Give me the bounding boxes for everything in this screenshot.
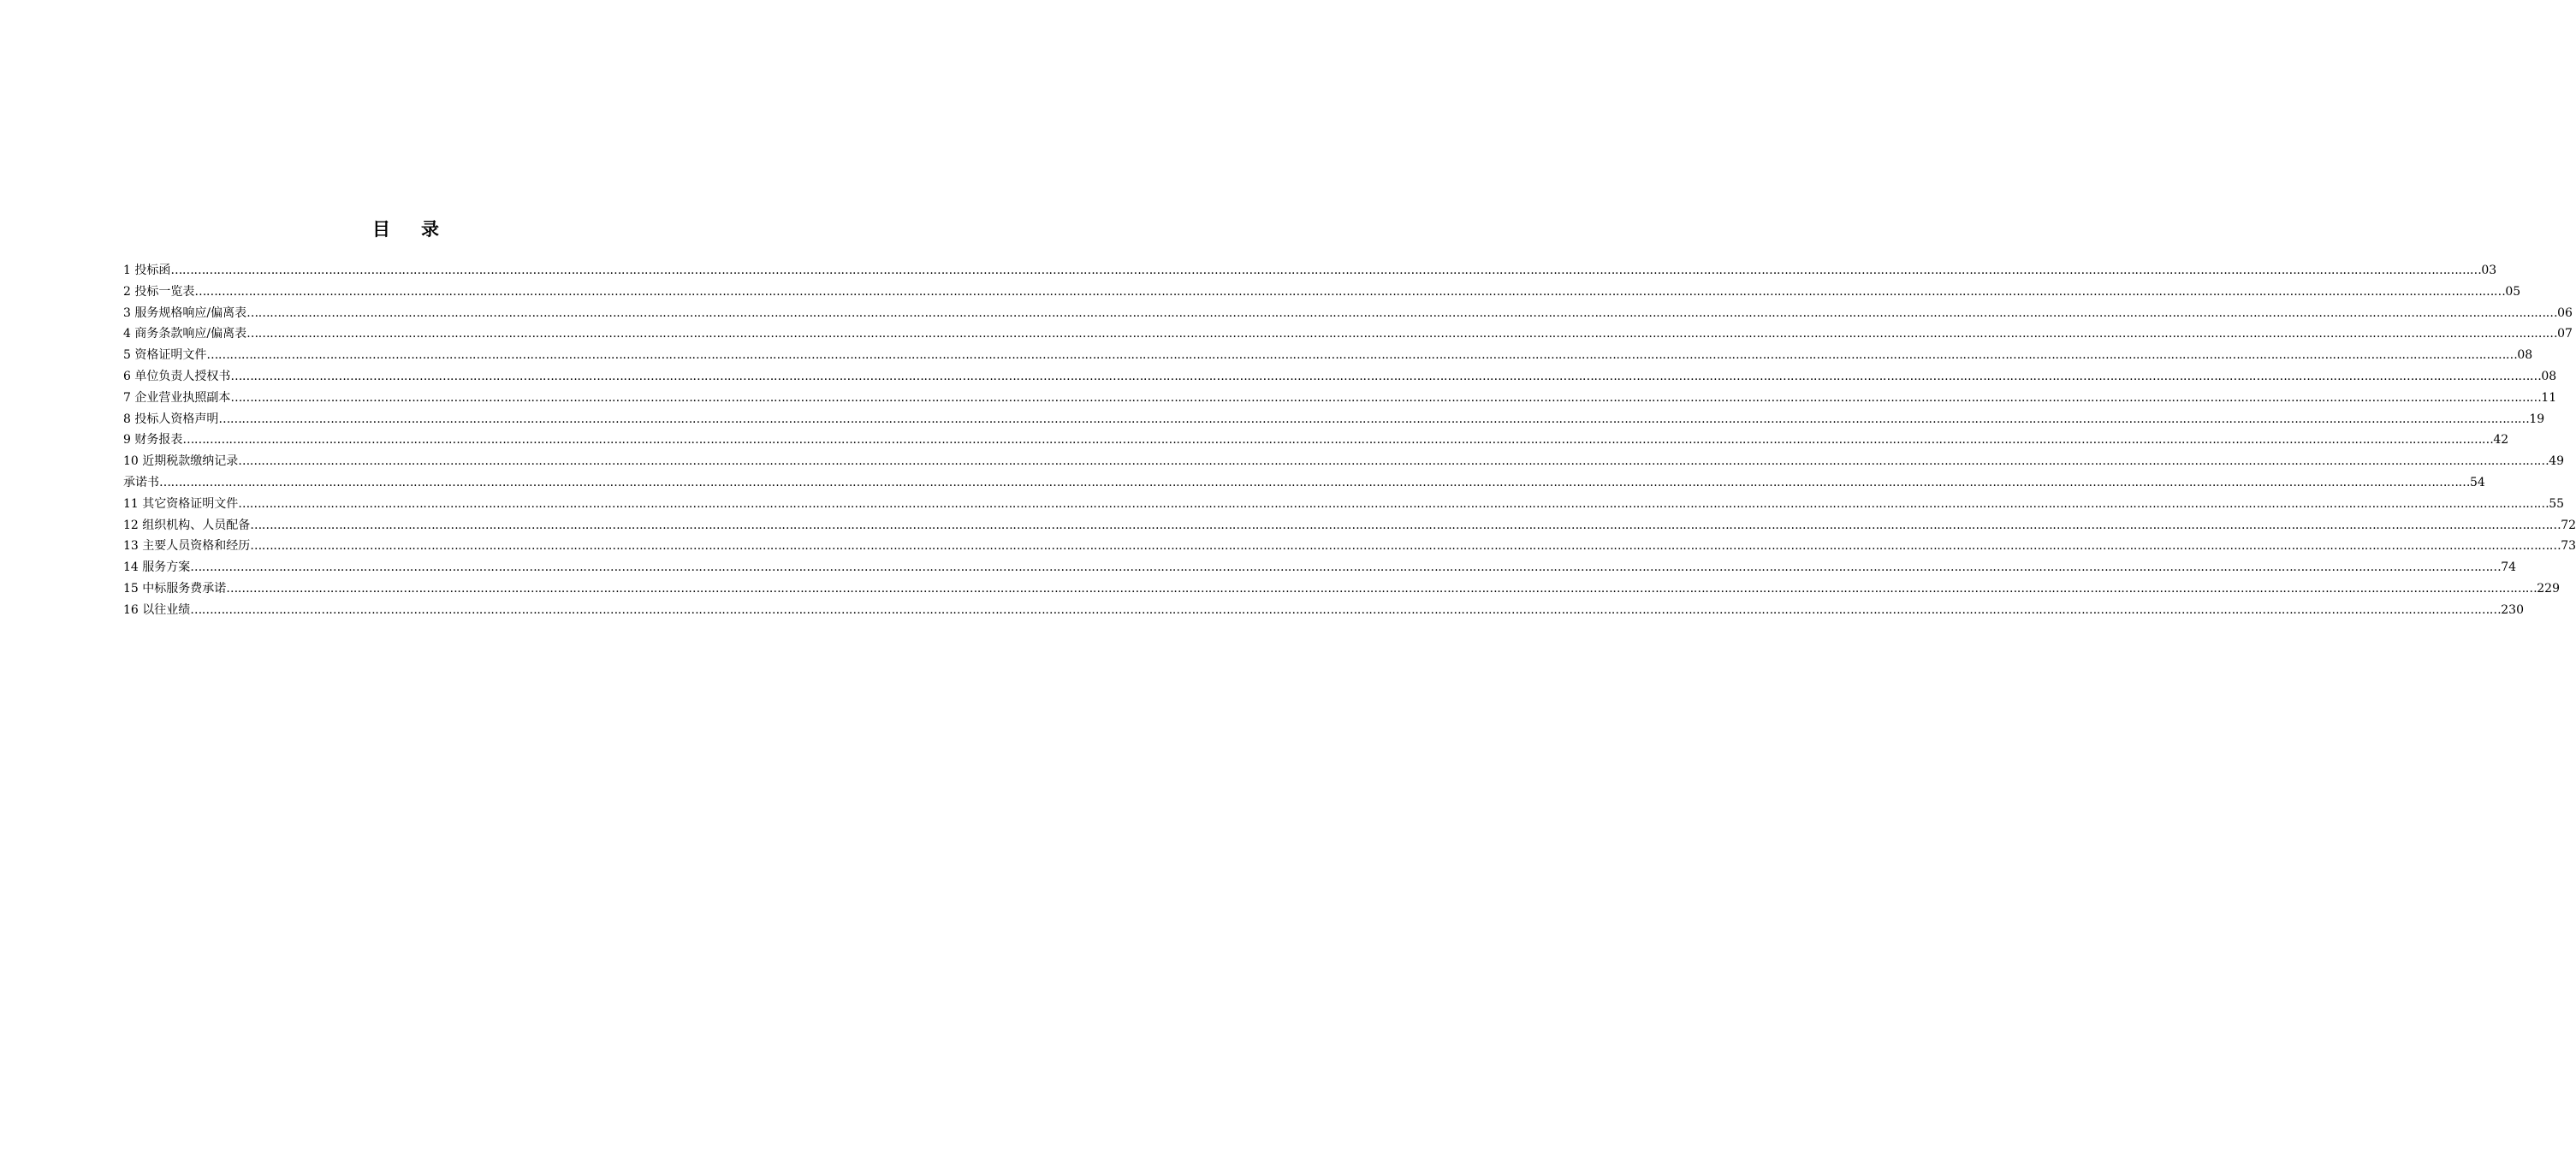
toc-dot-leader: …………………………………………………………………………………………………………………………………………………………………………………………………………………………………………………………………………………………………………………………………………………………………………………………………………………………………………………………………………………………………………………………………………………… bbox=[238, 496, 2549, 511]
toc-entry[interactable] bbox=[123, 323, 2573, 345]
toc-entry[interactable] bbox=[123, 345, 2533, 366]
toc-entry-page-number: 42 bbox=[2493, 433, 2509, 448]
toc-dot-leader: …………………………………………………………………………………………………………………………………………………………………………………………………………………………………………………………………………………………………………………………………………………………………………………………………………………………………………………………………………………………………………………………………………………… bbox=[182, 433, 2494, 448]
toc-entry[interactable] bbox=[123, 557, 2517, 578]
toc-entry-page-number: 54 bbox=[2470, 475, 2485, 489]
toc-entry-label: 16 以往业绩 bbox=[123, 602, 191, 617]
toc-title-left: 目 bbox=[372, 219, 392, 240]
toc-dot-leader: …………………………………………………………………………………………………………………………………………………………………………………………………………………………………………………………………………………………………………………………………………………………………………………………………………………………………………………………………………………………………………………………………………………… bbox=[226, 581, 2537, 596]
toc-entry[interactable] bbox=[123, 388, 2557, 409]
toc-entry[interactable] bbox=[123, 472, 2485, 494]
toc-title-right: 录 bbox=[421, 219, 441, 240]
toc-entry-label: 13 主要人员资格和经历 bbox=[123, 539, 251, 554]
toc-entry-page-number: 55 bbox=[2549, 496, 2565, 511]
toc-dot-leader: …………………………………………………………………………………………………………………………………………………………………………………………………………………………………………………………………………………………………………………………………………………………………………………………………………………………………………………………………………………………………………………………………………………… bbox=[159, 475, 2470, 489]
toc-entry[interactable] bbox=[123, 430, 2509, 451]
toc-entry[interactable] bbox=[123, 600, 2524, 621]
toc-dot-leader: …………………………………………………………………………………………………………………………………………………………………………………………………………………………………………………………………………………………………………………………………………………………………………………………………………………………………………………………………………………………………………………………………………………… bbox=[218, 412, 2530, 426]
toc-entry[interactable] bbox=[123, 451, 2565, 472]
toc-entry-label: 承诺书 bbox=[123, 475, 159, 489]
toc-entry-label: 7 企业营业执照副本 bbox=[123, 390, 231, 405]
toc-entry-page-number: 229 bbox=[2537, 581, 2560, 596]
toc-entry-label: 1 投标函 bbox=[123, 264, 171, 277]
toc-entry-label: 9 财务报表 bbox=[123, 433, 183, 448]
toc-dot-leader: …………………………………………………………………………………………………………………………………………………………………………………………………………………………………………………………………………………………………………………………………………………………………………………………………………………………………………………………………………………………………………………………………………………… bbox=[250, 539, 2561, 554]
toc-entry-page-number: 07 bbox=[2557, 327, 2573, 341]
toc-entry[interactable] bbox=[123, 536, 2576, 557]
toc-entry-page-number: 19 bbox=[2529, 412, 2545, 426]
toc-entry-page-number: 08 bbox=[2541, 369, 2557, 383]
toc-entry-page-number: 72 bbox=[2561, 518, 2576, 532]
toc-dot-leader: …………………………………………………………………………………………………………………………………………………………………………………………………………………………………………………………………………………………………………………………………………………………………………………………………………………………………………………………………………………………………………………………………………………… bbox=[190, 602, 2502, 617]
toc-entry-page-number: 11 bbox=[2541, 390, 2557, 405]
toc-entry-label: 3 服务规格响应/偏离表 bbox=[123, 305, 247, 320]
toc-entry[interactable] bbox=[123, 515, 2576, 536]
toc-entry[interactable] bbox=[123, 409, 2545, 430]
toc-entry-page-number: 05 bbox=[2505, 284, 2521, 299]
toc-dot-leader: …………………………………………………………………………………………………………………………………………………………………………………………………………………………………………………………………………………………………………………………………………………………………………………………………………………………………………………………………………………………………………………………………………………… bbox=[250, 518, 2561, 532]
toc-dot-leader: …………………………………………………………………………………………………………………………………………………………………………………………………………………………………………………………………………………………………………………………………………………………………………………………………………………………………………………………………………………………………………………………………………………… bbox=[246, 327, 2558, 341]
toc-entry-label: 11 其它资格证明文件 bbox=[123, 496, 239, 511]
toc-dot-leader: …………………………………………………………………………………………………………………………………………………………………………………………………………………………………………………………………………………………………………………………………………………………………………………………………………………………………………………………………………………………………………………………………………………… bbox=[206, 348, 2518, 363]
toc-entry-page-number: 03 bbox=[2481, 264, 2497, 277]
toc-entry[interactable] bbox=[123, 366, 2557, 388]
toc-entry-label: 14 服务方案 bbox=[123, 560, 191, 575]
toc-title bbox=[0, 216, 813, 241]
toc-entry-page-number: 06 bbox=[2557, 305, 2573, 320]
toc-entry-label: 5 资格证明文件 bbox=[123, 348, 207, 363]
toc-entry-page-number: 73 bbox=[2561, 539, 2576, 554]
toc-entry-label: 10 近期税款缴纳记录 bbox=[123, 454, 239, 469]
toc-entry[interactable] bbox=[123, 578, 2560, 600]
toc-entry-label: 8 投标人资格声明 bbox=[123, 412, 219, 426]
toc-entry-page-number: 74 bbox=[2501, 560, 2517, 575]
toc-entry-label: 2 投标一览表 bbox=[123, 284, 195, 299]
toc-dot-leader: …………………………………………………………………………………………………………………………………………………………………………………………………………………………………………………………………………………………………………………………………………………………………………………………………………………………………………………………………………………………………………………………………………………… bbox=[190, 560, 2502, 575]
toc-entry-label: 6 单位负责人授权书 bbox=[123, 369, 231, 383]
toc-entry-page-number: 230 bbox=[2501, 602, 2524, 617]
toc-entry-page-number: 49 bbox=[2549, 454, 2565, 469]
toc-entry-label: 4 商务条款响应/偏离表 bbox=[123, 327, 247, 341]
toc-entry[interactable] bbox=[123, 260, 2497, 282]
toc-dot-leader: …………………………………………………………………………………………………………………………………………………………………………………………………………………………………………………………………………………………………………………………………………………………………………………………………………………………………………………………………………………………………………………………………………………… bbox=[230, 390, 2542, 405]
toc-entry-label: 12 组织机构、人员配备 bbox=[123, 518, 251, 532]
toc-list bbox=[123, 260, 2576, 621]
toc-dot-leader: …………………………………………………………………………………………………………………………………………………………………………………………………………………………………………………………………………………………………………………………………………………………………………………………………………………………………………………………………………………………………………………………………………………… bbox=[230, 369, 2542, 383]
toc-entry[interactable] bbox=[123, 282, 2521, 303]
toc-entry-page-number: 08 bbox=[2517, 348, 2533, 363]
toc-entry[interactable] bbox=[123, 494, 2565, 515]
toc-dot-leader: …………………………………………………………………………………………………………………………………………………………………………………………………………………………………………………………………………………………………………………………………………………………………………………………………………………………………………………………………………………………………………………………………………………… bbox=[194, 284, 2506, 299]
toc-dot-leader: …………………………………………………………………………………………………………………………………………………………………………………………………………………………………………………………………………………………………………………………………………………………………………………………………………………………………………………………………………………………………………………………………………………… bbox=[238, 454, 2549, 469]
toc-dot-leader: …………………………………………………………………………………………………………………………………………………………………………………………………………………………………………………………………………………………………………………………………………………………………………………………………………………………………………………………………………………………………………………………………………………… bbox=[246, 305, 2558, 320]
toc-entry-label: 15 中标服务费承诺 bbox=[123, 581, 227, 596]
toc-entry[interactable] bbox=[123, 303, 2573, 324]
toc-dot-leader: …………………………………………………………………………………………………………………………………………………………………………………………………………………………………………………………………………………………………………………………………………………………………………………………………………………………………………………………………………………………………………………………………………………… bbox=[170, 264, 2482, 277]
